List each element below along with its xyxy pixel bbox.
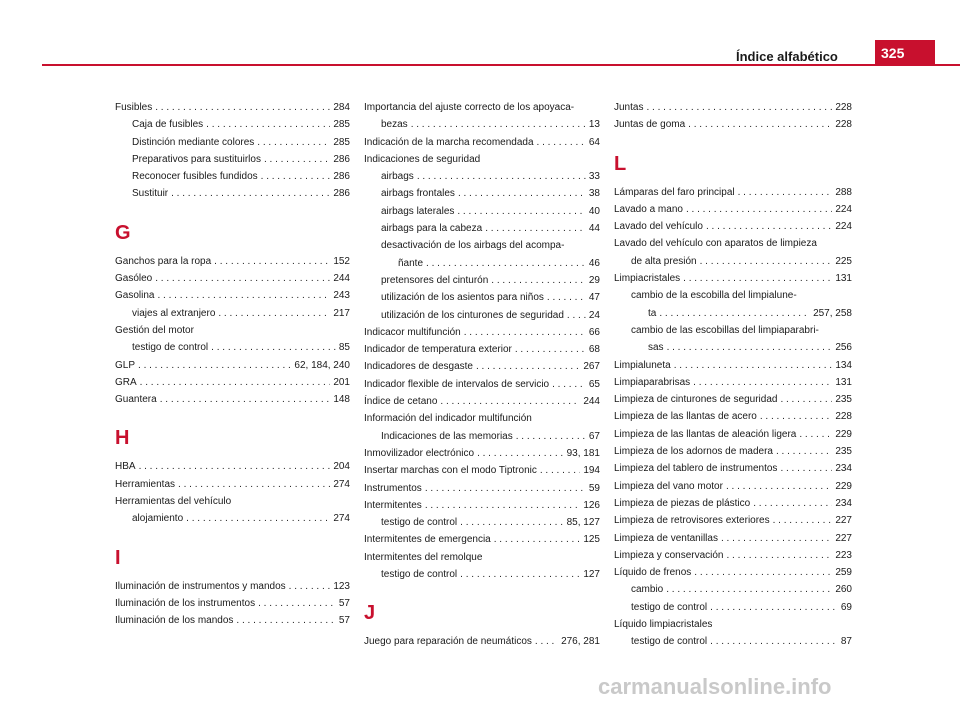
entry-page: 68: [588, 344, 600, 356]
entry-page: 69: [840, 601, 852, 613]
index-subentry: [115, 185, 350, 202]
entry-page: 29: [588, 274, 600, 286]
index-entry: [115, 287, 350, 304]
entry-term: Indicación de la marcha recomendada: [364, 136, 534, 148]
entry-term: testigo de control: [381, 517, 458, 529]
index-entry: [115, 253, 350, 270]
index-entry: [364, 445, 600, 462]
entry-page: 274: [333, 478, 350, 490]
entry-page: 235: [835, 446, 852, 458]
index-entry: [614, 512, 852, 529]
entry-page: 284: [333, 102, 350, 113]
index-entry: [614, 116, 852, 133]
index-entry: [614, 478, 852, 495]
index-entry-continuation: [614, 339, 852, 356]
entry-page: 228: [835, 119, 852, 131]
entry-page: 65: [588, 378, 600, 390]
entry-page: 123: [333, 580, 350, 592]
entry-page: 93, 181: [566, 447, 600, 459]
entry-term: Iluminación de los instrumentos: [115, 597, 256, 609]
index-heading-entry: Intermitentes del remolque: [364, 551, 483, 563]
entry-page: 40: [588, 205, 600, 217]
watermark-text: carmanualsonline.info: [598, 674, 832, 699]
entry-page: 131: [835, 376, 852, 388]
index-entry: [364, 324, 600, 341]
header-rule: [42, 64, 960, 66]
index-column-2: [364, 99, 600, 651]
entry-term: Limpieza de piezas de plástico: [614, 497, 751, 509]
entry-term: Guantera: [115, 394, 157, 406]
page-header-title: Índice alfabético: [736, 49, 838, 64]
entry-page: 234: [835, 497, 852, 509]
entry-term: Intermitentes: [364, 499, 422, 511]
entry-page: 267: [583, 361, 600, 373]
index-entry: [614, 201, 852, 218]
entry-page: 235: [835, 394, 852, 406]
section-letter-g: G: [115, 221, 131, 244]
entry-term: Limpieza y conservación: [614, 549, 724, 561]
index-subentry-heading: cambio de las escobillas del limpiaparabri-: [631, 324, 819, 336]
entry-term: Fusibles: [115, 102, 153, 113]
index-subentry: [115, 151, 350, 168]
entry-term: GLP: [115, 359, 136, 371]
index-column-3: [614, 99, 852, 651]
entry-term: Indicadores de desgaste: [364, 361, 473, 373]
entry-term: Indicaciones de las memorias: [381, 430, 513, 442]
entry-page: 229: [835, 480, 852, 492]
entry-term: Gasolina: [115, 290, 155, 302]
index-subentry: [614, 633, 852, 650]
index-entry: [115, 99, 350, 116]
entry-page: 285: [333, 119, 350, 131]
index-entry: [614, 391, 852, 408]
entry-page: 223: [835, 549, 852, 561]
index-entry: [364, 358, 600, 375]
entry-page: 217: [333, 307, 350, 319]
index-subentry: [364, 566, 600, 583]
index-entry: [614, 218, 852, 235]
index-entry: [614, 184, 852, 201]
index-subentry: [115, 134, 350, 151]
entry-page: 228: [835, 411, 852, 423]
index-entry: [115, 578, 350, 595]
index-entry: [115, 357, 350, 374]
entry-page: 127: [583, 569, 600, 581]
entry-term: Reconocer fusibles fundidos: [132, 171, 258, 183]
entry-page: 276, 281: [561, 636, 600, 648]
entry-page: 194: [583, 465, 600, 477]
entry-term: sas: [648, 342, 664, 354]
entry-page: 257, 258: [813, 307, 852, 319]
index-entry-continuation: [364, 255, 600, 272]
entry-page: 234: [835, 463, 852, 475]
entry-term: Limpiaparabrisas: [614, 376, 691, 388]
entry-term: Lámparas del faro principal: [614, 186, 735, 198]
index-entry: [364, 531, 600, 548]
entry-term: airbags: [381, 171, 414, 183]
index-entry: [614, 99, 852, 116]
section-letter-l: L: [614, 152, 627, 175]
entry-page: 285: [333, 136, 350, 148]
entry-term: Limpieza de las llantas de aleación ligera: [614, 428, 797, 440]
entry-page: 46: [588, 257, 600, 269]
index-heading-entry: Lavado del vehículo con aparatos de limpieza: [614, 238, 817, 250]
entry-page: 256: [835, 342, 852, 354]
entry-term: pretensores del cinturón: [381, 274, 489, 286]
index-entry: [614, 357, 852, 374]
entry-page: 24: [588, 309, 600, 321]
entry-term: Limpieza de ventanillas: [614, 532, 718, 544]
entry-page: 243: [333, 290, 350, 302]
entry-term: ta: [648, 307, 657, 319]
entry-term: Herramientas: [115, 478, 176, 490]
entry-page: 288: [835, 186, 852, 198]
index-entry: [115, 595, 350, 612]
entry-page: 286: [333, 153, 350, 165]
index-subentry: [115, 168, 350, 185]
index-entry: [364, 393, 600, 410]
entry-term: Lavado del vehículo: [614, 221, 703, 233]
entry-page: 67: [588, 430, 600, 442]
index-entry: [115, 612, 350, 629]
entry-term: Líquido de frenos: [614, 567, 692, 579]
entry-term: Indicacor multifunción: [364, 326, 461, 338]
entry-term: Índice de cetano: [364, 396, 438, 408]
entry-page: 47: [588, 292, 600, 304]
index-entry: [614, 270, 852, 287]
entry-term: Limpiacristales: [614, 273, 681, 285]
index-subentry: [364, 185, 600, 202]
entry-page: 85: [338, 342, 350, 354]
index-entry: [364, 633, 600, 650]
entry-term: cambio: [631, 584, 664, 596]
index-entry: [364, 480, 600, 497]
index-subentry: [115, 510, 350, 527]
entry-term: Limpieza de retrovisores exteriores: [614, 515, 770, 527]
index-entry: [115, 458, 350, 475]
entry-page: 274: [333, 513, 350, 525]
index-entry: [614, 408, 852, 425]
index-subentry: [364, 272, 600, 289]
entry-page: 57: [338, 597, 350, 609]
index-entry: [614, 564, 852, 581]
entry-term: Instrumentos: [364, 482, 422, 494]
entry-term: Juntas: [614, 102, 644, 113]
entry-term: utilización de los asientos para niños: [381, 292, 544, 304]
entry-page: 62, 184, 240: [294, 359, 350, 371]
entry-page: 66: [588, 326, 600, 338]
index-entry: [614, 530, 852, 547]
section-letter-h: H: [115, 427, 130, 450]
entry-page: 64: [588, 136, 600, 148]
entry-term: Iluminación de los mandos: [115, 615, 234, 627]
index-entry-continuation: [614, 253, 852, 270]
section-letter-j: J: [364, 602, 376, 625]
index-entry: [614, 495, 852, 512]
index-subentry: [364, 168, 600, 185]
entry-term: Limpieza del tablero de instrumentos: [614, 463, 778, 475]
entry-term: Indicador de temperatura exterior: [364, 344, 512, 356]
entry-term: Distinción mediante colores: [132, 136, 255, 148]
entry-page: 227: [835, 532, 852, 544]
entry-page: 201: [333, 376, 350, 388]
entry-page: 85, 127: [566, 517, 600, 529]
entry-term: utilización de los cinturones de seguridad: [381, 309, 564, 321]
entry-term: Limpialuneta: [614, 359, 671, 371]
index-entry-continuation: [614, 305, 852, 322]
entry-term: Lavado a mano: [614, 203, 683, 215]
entry-page: 286: [333, 171, 350, 183]
entry-term: Sustituir: [132, 188, 169, 200]
index-subentry: [614, 581, 852, 598]
entry-page: 131: [835, 273, 852, 285]
entry-page: 148: [333, 394, 350, 406]
index-entry: [115, 374, 350, 391]
entry-term: Limpieza de cinturones de seguridad: [614, 394, 778, 406]
entry-term: Caja de fusibles: [132, 119, 204, 131]
entry-term: testigo de control: [381, 569, 458, 581]
entry-page: 125: [583, 534, 600, 546]
entry-page: 228: [835, 102, 852, 113]
entry-term: viajes al extranjero: [132, 307, 216, 319]
entry-term: airbags frontales: [381, 188, 455, 200]
index-heading-entry: Indicaciones de seguridad: [364, 153, 481, 165]
index-subentry: [364, 307, 600, 324]
index-entry: [115, 270, 350, 287]
entry-term: Intermitentes de emergencia: [364, 534, 491, 546]
index-entry: [364, 341, 600, 358]
index-column-1: [115, 99, 350, 630]
entry-page: 59: [588, 482, 600, 494]
entry-term: Preparativos para sustituirlos: [132, 153, 261, 165]
section-letter-i: I: [115, 546, 121, 569]
page-number-badge: 325: [875, 40, 935, 66]
entry-term: Indicador flexible de intervalos de servicio: [364, 378, 550, 390]
entry-page: 224: [835, 221, 852, 233]
index-entry: [364, 134, 600, 151]
entry-term: Insertar marchas con el modo Tiptronic: [364, 465, 537, 477]
entry-page: 152: [333, 255, 350, 267]
entry-page: 134: [835, 359, 852, 371]
entry-term: Juntas de goma: [614, 119, 686, 131]
entry-term: Ganchos para la ropa: [115, 255, 212, 267]
index-subentry: [364, 220, 600, 237]
index-subentry: [364, 289, 600, 306]
entry-page: 227: [835, 515, 852, 527]
index-entry: [614, 460, 852, 477]
index-subentry: [115, 339, 350, 356]
entry-term: Limpieza de los adornos de madera: [614, 446, 773, 458]
index-entry: [364, 462, 600, 479]
index-entry: [364, 497, 600, 514]
index-heading-entry: Gestión del motor: [115, 324, 194, 336]
index-subentry: [364, 428, 600, 445]
entry-page: 38: [588, 188, 600, 200]
entry-page: 33: [588, 171, 600, 183]
entry-page: 13: [588, 119, 600, 131]
entry-term: Gasóleo: [115, 273, 153, 285]
index-heading-entry: Herramientas del vehículo: [115, 496, 232, 508]
entry-page: 259: [835, 567, 852, 579]
index-entry-continuation: [364, 116, 600, 133]
index-entry: [364, 376, 600, 393]
entry-page: 44: [588, 223, 600, 235]
index-heading-entry: Líquido limpiacristales: [614, 619, 713, 631]
index-entry: [614, 374, 852, 391]
index-subentry: [364, 514, 600, 531]
entry-page: 225: [835, 255, 852, 267]
entry-term: Limpieza del vano motor: [614, 480, 723, 492]
entry-term: de alta presión: [631, 255, 697, 267]
index-entry: [614, 547, 852, 564]
index-subentry-heading: desactivación de los airbags del acompa-: [381, 240, 565, 252]
entry-term: testigo de control: [631, 636, 708, 648]
entry-page: 204: [333, 461, 350, 473]
entry-term: Inmovilizador electrónico: [364, 447, 475, 459]
entry-term: Limpieza de las llantas de acero: [614, 411, 757, 423]
entry-term: Iluminación de instrumentos y mandos: [115, 580, 286, 592]
index-heading-entry: Importancia del ajuste correcto de los apoyaca-: [364, 102, 575, 113]
entry-page: 286: [333, 188, 350, 200]
entry-page: 87: [840, 636, 852, 648]
index-heading-entry: Información del indicador multifunción: [364, 413, 532, 425]
index-entry: [614, 426, 852, 443]
index-subentry: [115, 305, 350, 322]
entry-term: airbags laterales: [381, 205, 455, 217]
entry-page: 260: [835, 584, 852, 596]
entry-term: alojamiento: [132, 513, 184, 525]
index-entry: [115, 391, 350, 408]
entry-page: 244: [333, 273, 350, 285]
entry-page: 244: [583, 396, 600, 408]
index-entry: [115, 476, 350, 493]
index-subentry: [115, 116, 350, 133]
entry-page: 229: [835, 428, 852, 440]
entry-term: bezas: [381, 119, 408, 131]
entry-term: testigo de control: [132, 342, 209, 354]
index-entry: [614, 443, 852, 460]
index-subentry: [364, 203, 600, 220]
entry-term: testigo de control: [631, 601, 708, 613]
entry-term: GRA: [115, 376, 137, 388]
index-subentry: [614, 599, 852, 616]
entry-term: airbags para la cabeza: [381, 223, 483, 235]
entry-page: 224: [835, 203, 852, 215]
index-subentry-heading: cambio de la escobilla del limpialune-: [631, 290, 797, 302]
entry-term: Juego para reparación de neumáticos: [364, 636, 532, 648]
entry-page: 126: [583, 499, 600, 511]
entry-page: 57: [338, 615, 350, 627]
entry-term: HBA: [115, 461, 136, 473]
entry-term: ñante: [398, 257, 424, 269]
